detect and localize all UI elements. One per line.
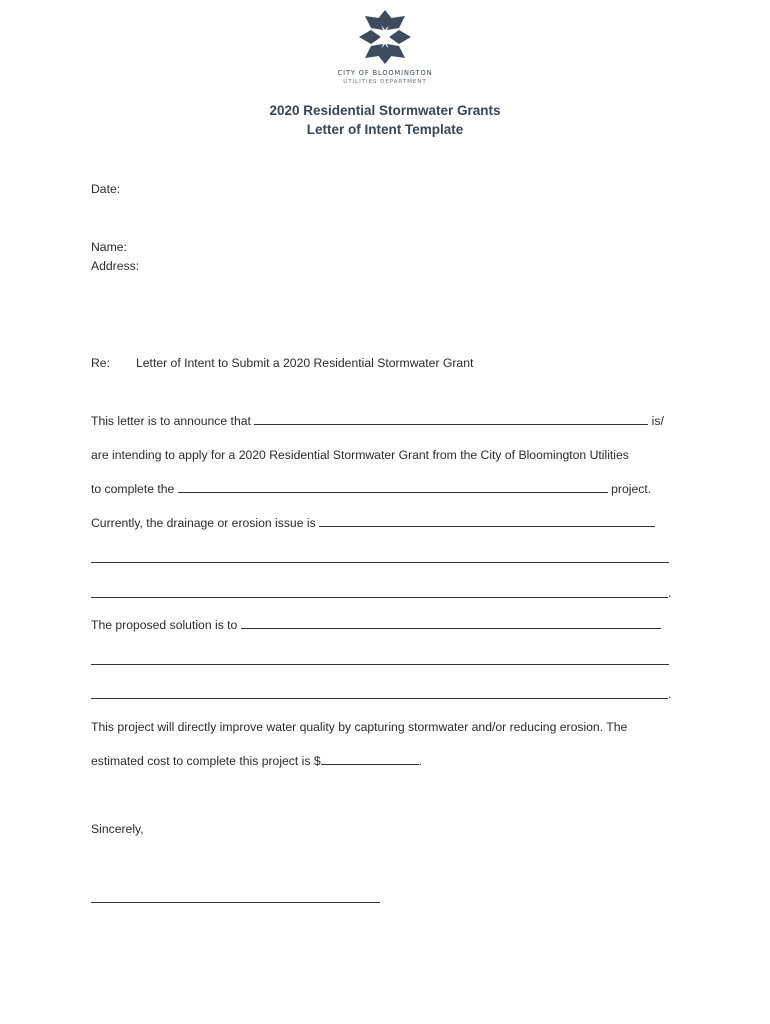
date-label: Date:	[91, 182, 121, 196]
city-star-logo-icon	[357, 8, 413, 66]
body-line-3	[91, 481, 651, 497]
project-type-blank[interactable]	[178, 481, 608, 493]
sincerely-text: Sincerely,	[91, 822, 144, 836]
address-label: Address:	[91, 259, 140, 273]
announce-suffix: is/	[651, 414, 664, 428]
issue-blank[interactable]	[319, 515, 655, 527]
cost-prefix: estimated cost to complete this project is $	[91, 754, 321, 768]
applicant-name-blank[interactable]	[254, 413, 648, 425]
body-line-2: are intending to apply for a 2020 Residential Stormwater Grant from the City of Bloomington Utilities	[91, 448, 629, 462]
document-subtitle: Letter of Intent Template	[306, 122, 464, 137]
body-line-1	[91, 413, 664, 429]
issue-period: .	[668, 586, 672, 600]
re-subject: Letter of Intent to Submit a 2020 Residential Stormwater Grant	[136, 356, 474, 370]
cost-blank[interactable]	[321, 753, 419, 765]
org-department: UTILITIES DEPARTMENT	[343, 79, 427, 85]
project-suffix: project.	[611, 482, 652, 496]
solution-continuation-line-2[interactable]	[91, 698, 668, 699]
body-line-7	[91, 617, 661, 633]
issue-continuation-line-1[interactable]	[91, 562, 669, 563]
document-title: 2020 Residential Stormwater Grants	[269, 103, 501, 118]
body-line-11	[91, 753, 422, 769]
announce-prefix: This letter is to announce that	[91, 414, 251, 428]
issue-continuation-line-2[interactable]	[91, 597, 668, 598]
solution-continuation-line-1[interactable]	[91, 664, 669, 665]
solution-period: .	[668, 687, 672, 701]
issue-prefix: Currently, the drainage or erosion issue is	[91, 516, 316, 530]
name-label: Name:	[91, 240, 127, 254]
signature-line[interactable]	[91, 902, 380, 903]
solution-blank[interactable]	[241, 617, 661, 629]
re-label: Re:	[91, 356, 110, 370]
cost-suffix: .	[418, 754, 423, 768]
org-name: CITY OF BLOOMINGTON	[337, 69, 433, 77]
body-line-10: This project will directly improve water quality by capturing stormwater and/or reducing erosion. The	[91, 720, 628, 734]
complete-prefix: to complete the	[91, 482, 175, 496]
body-line-4	[91, 515, 655, 531]
solution-prefix: The proposed solution is to	[91, 618, 238, 632]
